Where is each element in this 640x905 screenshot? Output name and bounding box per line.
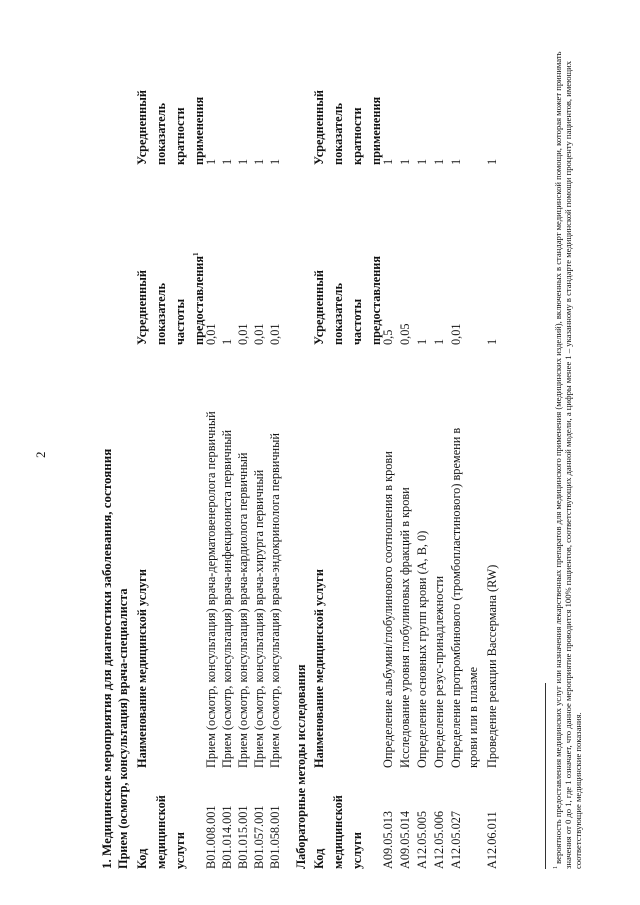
service-name-continued: крови или в плазме: [466, 666, 480, 768]
service-code: B01.058.001: [268, 805, 282, 869]
service-code: B01.014.001: [220, 805, 234, 869]
service-name: Прием (осмотр, консультация) врача-эндокринолога первичный: [268, 433, 282, 768]
col-header-code-line: Код: [312, 848, 326, 869]
service-name: Прием (осмотр, консультация) врача-инфекциониста первичный: [220, 429, 234, 768]
subsection-title-laboratory: Лабораторные методы исследования: [294, 664, 308, 869]
col-header-frequency-line: показатель: [331, 283, 345, 345]
multiplicity-value: 1: [381, 158, 395, 165]
col-header-multiplicity-line: Усредненный: [135, 90, 149, 165]
col-header-code-line: Код: [135, 848, 149, 869]
col-header-multiplicity: [313, 90, 389, 165]
col-header-code-line: медицинской: [331, 795, 345, 869]
footnote-divider: [545, 683, 546, 869]
footnote: [553, 19, 583, 869]
service-code: A12.06.011: [485, 811, 499, 869]
multiplicity-value: 1: [398, 158, 412, 165]
frequency-value: 0,01: [236, 323, 250, 345]
frequency-value: 0,05: [398, 323, 412, 345]
service-name: Прием (осмотр, консультация) врача-кардиолога первичный: [236, 452, 250, 768]
col-header-multiplicity-line: Усредненный: [312, 90, 326, 165]
col-header-code-line: услуги: [350, 832, 364, 869]
footnote-text: вероятность предоставления медицинских услуг или назначения лекарственных препаратов для медицинского применения (медицинских изделий), включенных в стандарт медицинской помощи, которая может принимать значения от 0 до 1, где 1 означает, что данное мероприятие проводится 100% пациентов, соответствующих данной модели, а цифры менее 1 – указанному в стандарте медицинской помощи проценту пациентов, имеющих соответствующие медицинские показания.: [553, 51, 584, 869]
service-name: Определение протромбинового (тромбопластинового) времени в: [449, 427, 463, 768]
subsection-title-consultations: Прием (осмотр, консультация) врача-специалиста: [116, 588, 130, 869]
footnote-reference: 1: [192, 252, 200, 256]
service-code: B01.015.001: [236, 805, 250, 869]
frequency-value: 1: [220, 338, 234, 345]
service-code: A09.05.013: [381, 810, 395, 869]
frequency-value: 0,5: [381, 329, 395, 345]
page-number: 2: [33, 451, 48, 458]
frequency-value: 0,01: [268, 323, 282, 345]
service-code: A12.05.027: [449, 810, 463, 869]
service-name: Проведение реакции Вассермана (RW): [485, 564, 499, 768]
col-header-multiplicity: [136, 90, 212, 165]
col-header-frequency-text: предоставления: [192, 255, 206, 345]
footnote-mark: 1: [553, 866, 560, 869]
multiplicity-value: 1: [204, 158, 218, 165]
col-header-code-line: услуги: [173, 832, 187, 869]
col-header-multiplicity-line: применения: [369, 96, 383, 165]
service-code: B01.057.001: [252, 805, 266, 869]
frequency-value: 0,01: [252, 323, 266, 345]
frequency-value: 0,01: [449, 323, 463, 345]
col-header-multiplicity-line: кратности: [173, 107, 187, 165]
multiplicity-value: 1: [449, 158, 463, 165]
multiplicity-value: 1: [252, 158, 266, 165]
multiplicity-value: 1: [415, 158, 429, 165]
col-header-code: [136, 795, 193, 869]
service-code: A09.05.014: [398, 810, 412, 869]
service-name: Прием (осмотр, консультация) врача-хирурга первичный: [252, 469, 266, 768]
multiplicity-value: 1: [485, 158, 499, 165]
col-header-name: Наименование медицинской услуги: [312, 569, 326, 768]
service-code: A12.05.005: [415, 810, 429, 869]
frequency-value: 0,01: [204, 323, 218, 345]
service-name: Определение альбумин/глобулинового соотношения в крови: [381, 451, 395, 768]
col-header-multiplicity-line: показатель: [154, 103, 168, 165]
col-header-frequency-line: частоты: [173, 298, 187, 345]
col-header-frequency-line: Усредненный: [312, 270, 326, 345]
multiplicity-value: 1: [220, 158, 234, 165]
col-header-multiplicity-line: кратности: [350, 107, 364, 165]
col-header-name: Наименование медицинской услуги: [135, 569, 149, 768]
col-header-code-line: медицинской: [154, 795, 168, 869]
service-name: Определение резус-принадлежности: [432, 575, 446, 768]
frequency-value: 1: [415, 338, 429, 345]
service-name: Прием (осмотр, консультация) врача-дерматовенеролога первичный: [204, 411, 218, 768]
col-header-multiplicity-line: показатель: [331, 103, 345, 165]
multiplicity-value: 1: [268, 158, 282, 165]
col-header-frequency: [136, 252, 212, 345]
multiplicity-value: 1: [432, 158, 446, 165]
col-header-frequency-line: Усредненный: [135, 270, 149, 345]
multiplicity-value: 1: [236, 158, 250, 165]
service-name: Исследование уровня глобулиновых фракций в крови: [398, 487, 412, 768]
col-header-frequency-line: частоты: [350, 298, 364, 345]
frequency-value: 1: [485, 338, 499, 345]
section-heading: 1. Медицинские мероприятия для диагностики заболевания, состояния: [99, 448, 114, 869]
service-name: Определение основных групп крови (A, B, 0): [415, 530, 429, 768]
col-header-multiplicity-line: применения: [192, 96, 206, 165]
frequency-value: 1: [432, 338, 446, 345]
col-header-frequency-line: показатель: [154, 283, 168, 345]
col-header-frequency-line: предоставления: [369, 255, 383, 345]
col-header-code: [313, 795, 370, 869]
col-header-frequency: [313, 256, 389, 345]
service-code: A12.05.006: [432, 810, 446, 869]
service-code: B01.008.001: [204, 805, 218, 869]
